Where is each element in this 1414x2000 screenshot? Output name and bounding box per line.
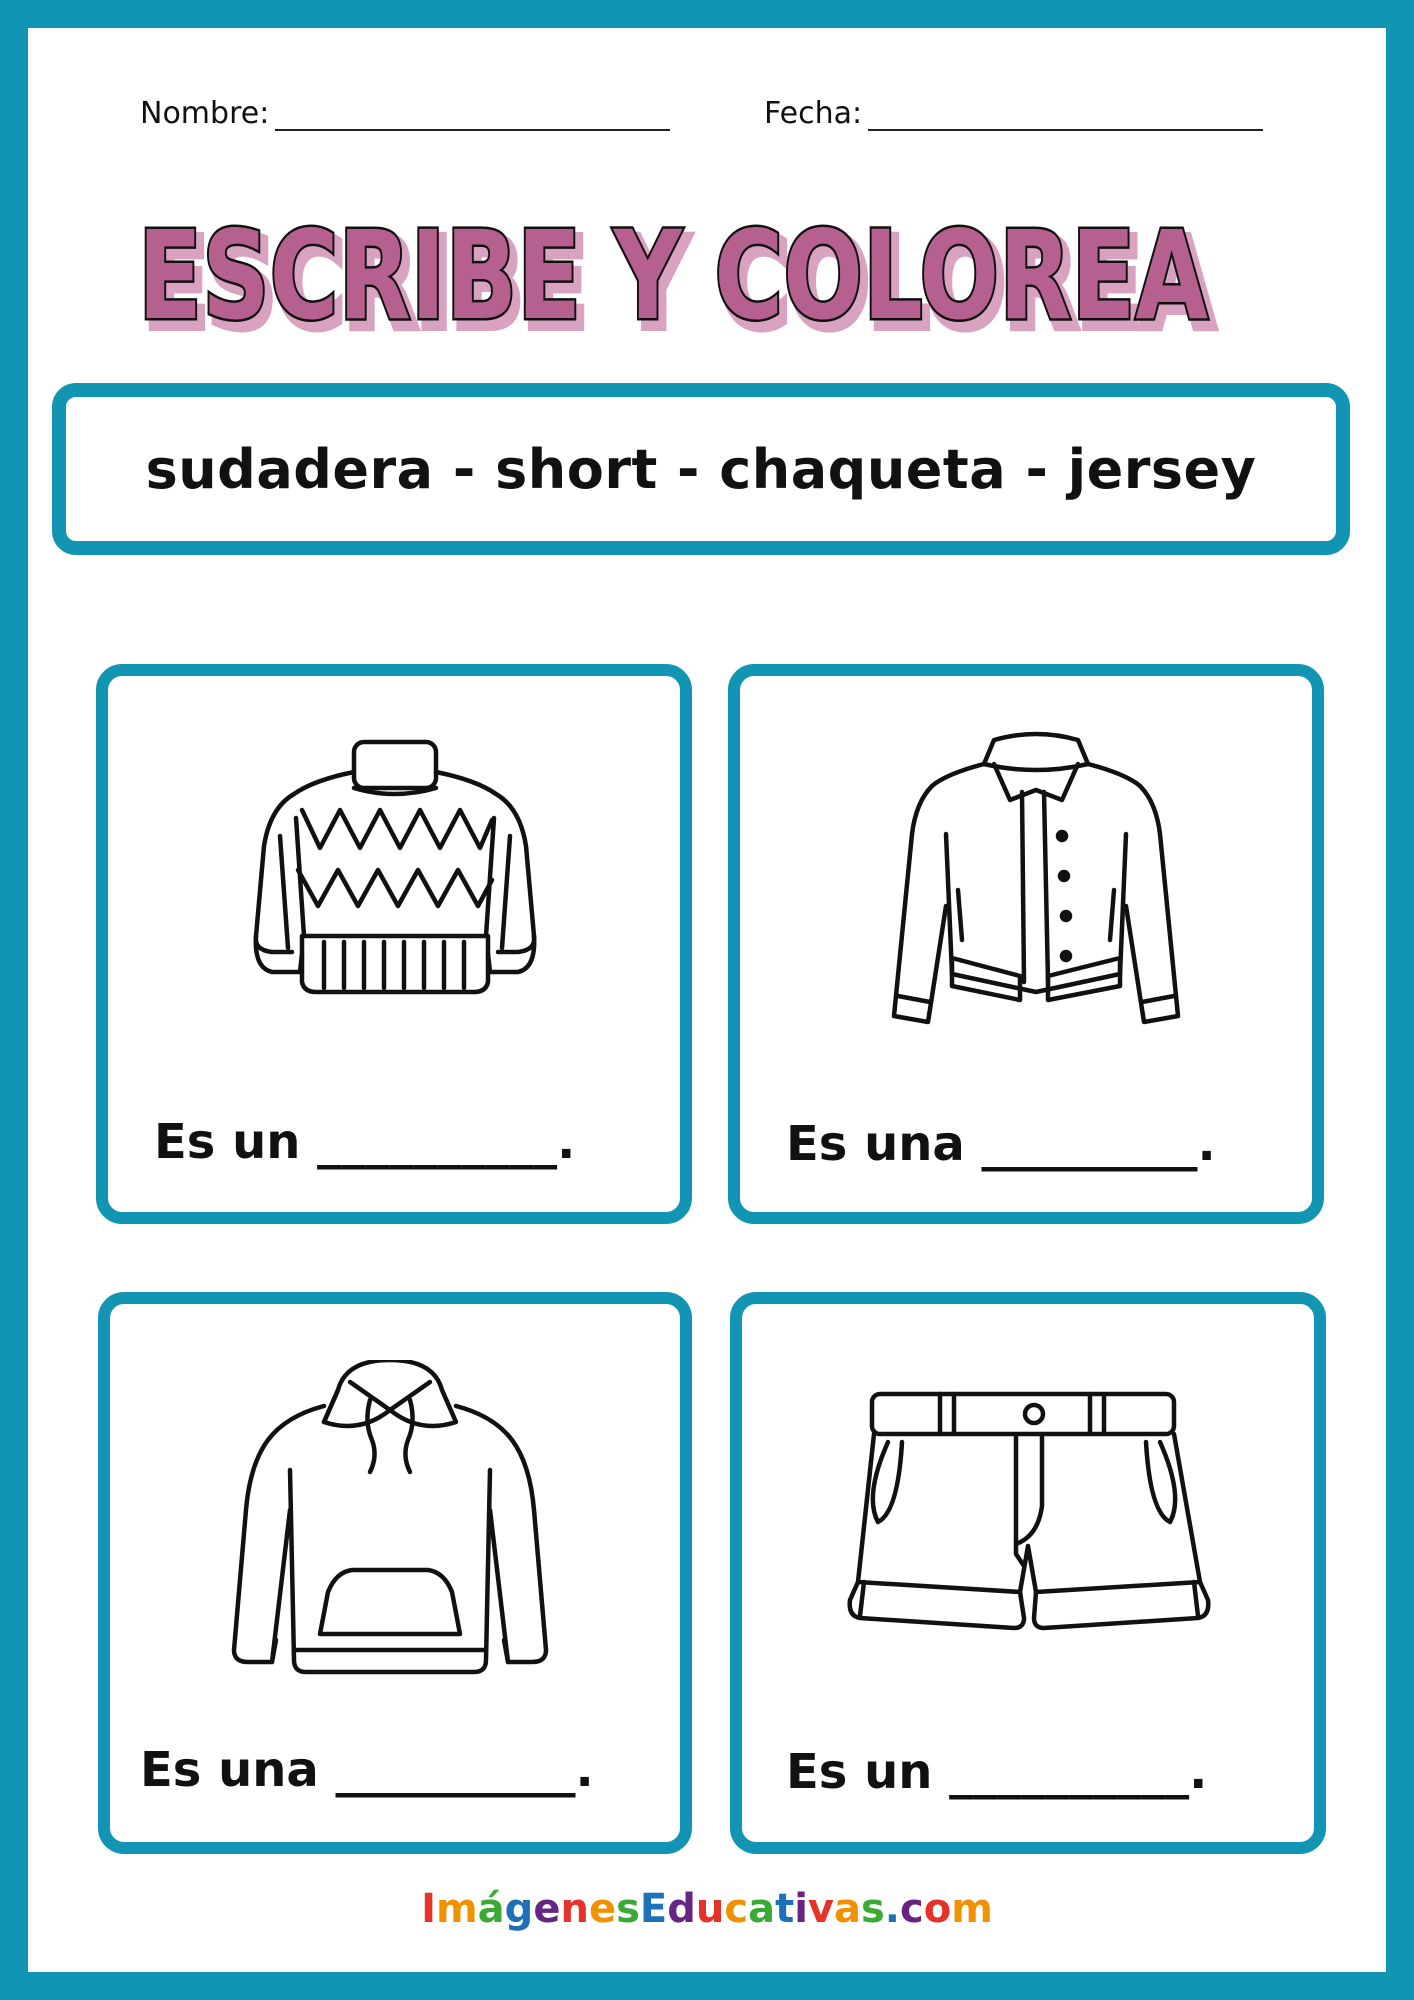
card-shorts (730, 1292, 1326, 1854)
name-label: Nombre: (140, 96, 270, 131)
title-shadow: ESCRIBE Y COLOREA (144, 213, 1214, 348)
footer-letter: á (477, 1886, 505, 1932)
footer-letter: v (807, 1886, 834, 1932)
date-line[interactable] (868, 99, 1263, 131)
footer-letter: m (951, 1886, 993, 1932)
footer-letter: s (616, 1886, 640, 1932)
footer-brand[interactable] (0, 1886, 1414, 1932)
date-field[interactable] (764, 96, 1263, 131)
footer-letter: e (588, 1886, 617, 1932)
name-field[interactable] (140, 96, 670, 131)
footer-letter: c (724, 1886, 749, 1932)
footer-letter: a (748, 1886, 776, 1932)
word-bank-box (52, 383, 1350, 555)
title-text: ESCRIBE Y COLOREA (138, 205, 1208, 347)
card-hoodie (98, 1292, 692, 1854)
footer-letter: d (667, 1886, 696, 1932)
footer-letter: a (833, 1886, 861, 1932)
footer-letter: m (435, 1886, 478, 1932)
jacket-icon (876, 730, 1196, 1050)
card-caption: Es una __________. (140, 1742, 594, 1798)
word-bank: sudadera - short - chaqueta - jersey (145, 437, 1257, 501)
card-sweater (96, 664, 692, 1224)
footer-letter: g (504, 1886, 534, 1932)
footer-letter: I (421, 1886, 436, 1932)
footer-letter: c (900, 1886, 924, 1932)
date-label: Fecha: (764, 96, 863, 131)
worksheet (28, 28, 1386, 1972)
footer-letter: e (533, 1886, 561, 1932)
footer-letter: i (794, 1886, 808, 1932)
footer-brand-text (421, 1886, 993, 1932)
card-caption: Es una _________. (786, 1116, 1216, 1172)
page-title (128, 178, 1268, 348)
sweater-icon (244, 736, 544, 1026)
card-jacket (728, 664, 1324, 1224)
hoodie-icon (220, 1360, 560, 1680)
footer-letter: s (860, 1886, 885, 1932)
footer-letter: E (639, 1886, 668, 1932)
card-caption: Es un __________. (154, 1114, 576, 1170)
footer-letter: . (884, 1886, 900, 1932)
footer-letter: t (775, 1886, 795, 1932)
card-caption: Es un __________. (786, 1744, 1208, 1800)
shorts-icon (844, 1386, 1214, 1646)
name-line[interactable] (275, 99, 670, 131)
footer-letter: n (560, 1886, 589, 1932)
footer-letter: o (923, 1886, 952, 1932)
footer-letter: u (695, 1886, 725, 1932)
